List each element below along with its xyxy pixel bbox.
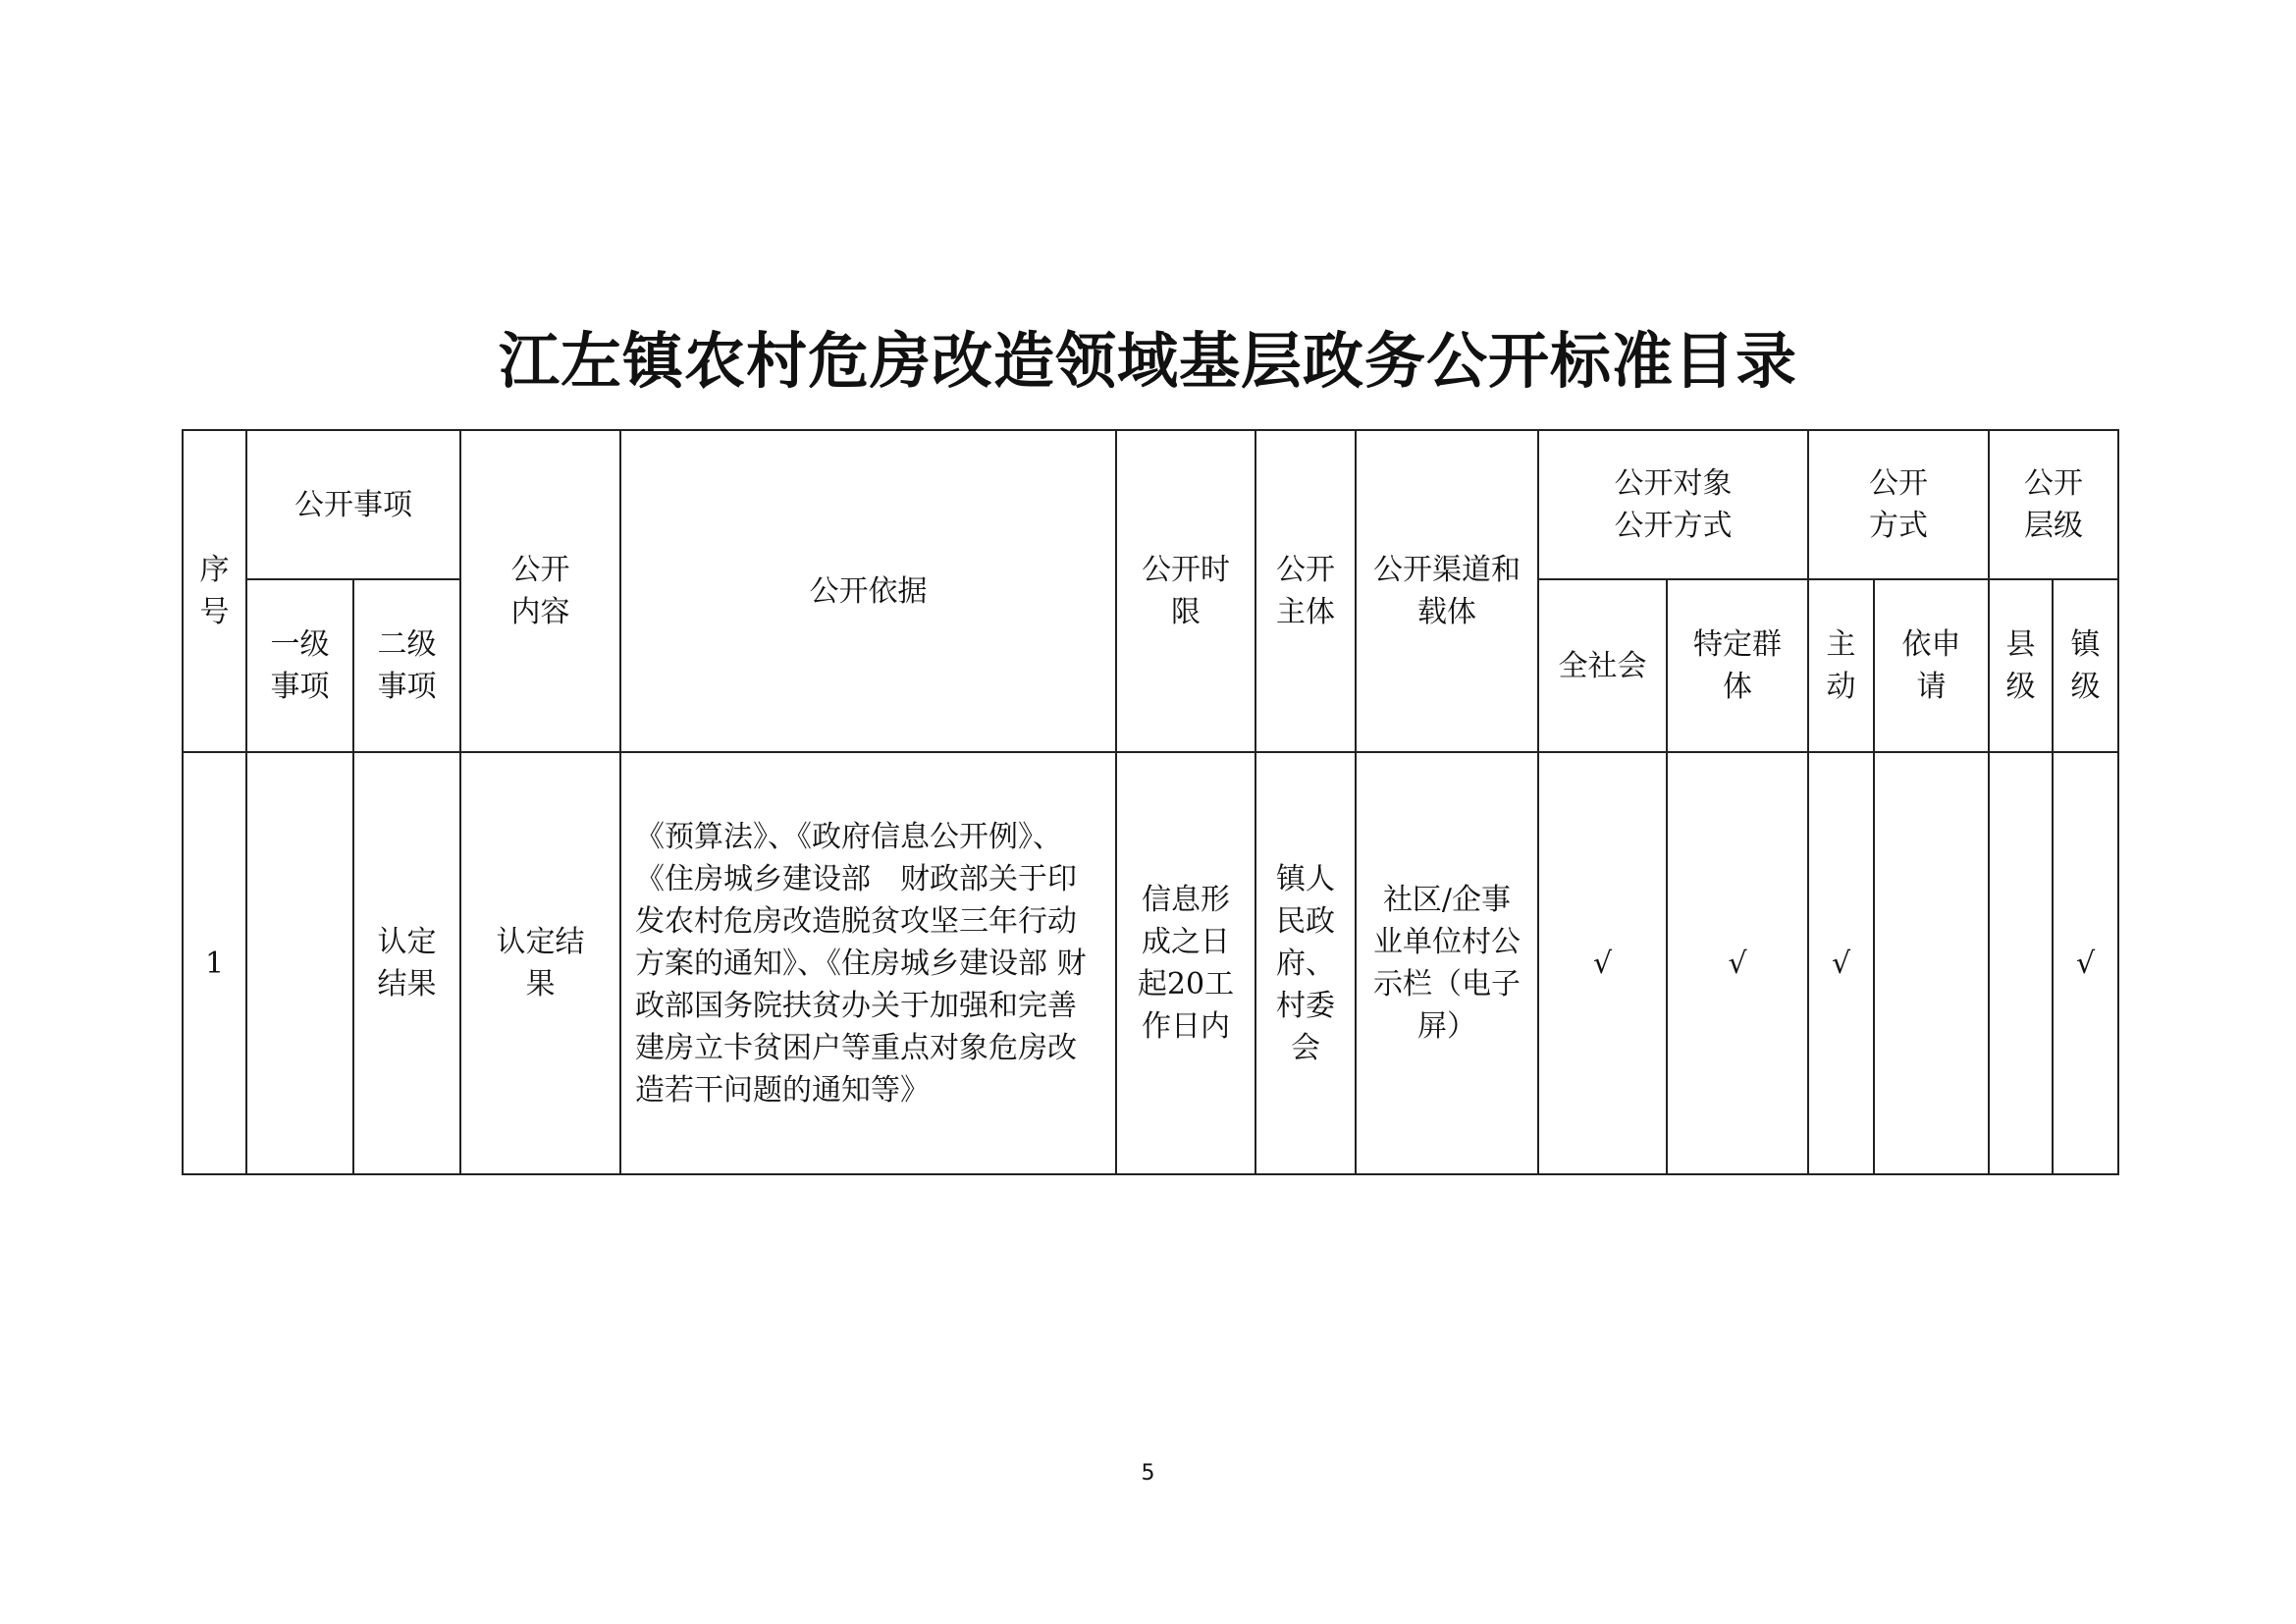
page-number: 5 <box>1141 1461 1155 1486</box>
header-seq: 序号 <box>183 430 246 752</box>
cell-subject: 镇人民政府、村委会 <box>1255 752 1356 1174</box>
header-on-request: 依申请 <box>1874 579 1989 752</box>
cell-basis: 《预算法》、《政府信息公开例》、《住房城乡建设部 财政部关于印发农村危房改造脱贫攻坚三年行动方案的通知》、《住房城乡建设部 财政部国务院扶贫办关于加强和完善建房立卡贫困户等重点对象危房改造若干问题的通知等》 <box>620 752 1116 1174</box>
header-time-limit: 公开时限 <box>1116 430 1255 752</box>
cell-specific-group-check: √ <box>1667 752 1808 1174</box>
header-channel: 公开渠道和载体 <box>1356 430 1538 752</box>
header-town: 镇级 <box>2053 579 2118 752</box>
document-title: 江左镇农村危房改造领域基层政务公开标准目录 <box>498 325 1797 397</box>
header-target-group: 公开对象公开方式 <box>1538 430 1808 579</box>
header-county: 县级 <box>1989 579 2053 752</box>
header-active: 主动 <box>1808 579 1874 752</box>
cell-on-request-check <box>1874 752 1989 1174</box>
cell-whole-society-check: √ <box>1538 752 1667 1174</box>
header-basis: 公开依据 <box>620 430 1116 752</box>
cell-level1 <box>246 752 353 1174</box>
cell-seq: 1 <box>183 752 246 1174</box>
header-mode-group: 公开方式 <box>1808 430 1989 579</box>
cell-channel: 社区/企事业单位村公示栏（电子屏） <box>1356 752 1538 1174</box>
cell-county-check <box>1989 752 2053 1174</box>
catalog-table <box>182 429 2119 1175</box>
header-level1: 一级事项 <box>246 579 353 752</box>
header-row-1 <box>183 430 2118 579</box>
header-subject: 公开主体 <box>1255 430 1356 752</box>
header-matter: 公开事项 <box>246 430 460 579</box>
cell-active-check: √ <box>1808 752 1874 1174</box>
header-level2: 二级事项 <box>353 579 460 752</box>
header-content: 公开内容 <box>460 430 620 752</box>
cell-time-limit: 信息形成之日起20工作日内 <box>1116 752 1255 1174</box>
cell-content: 认定结果 <box>460 752 620 1174</box>
header-whole-society: 全社会 <box>1538 579 1667 752</box>
table-row <box>183 752 2118 1174</box>
cell-town-check: √ <box>2053 752 2118 1174</box>
header-level-group: 公开层级 <box>1989 430 2118 579</box>
cell-level2: 认定结果 <box>353 752 460 1174</box>
header-specific-group: 特定群体 <box>1667 579 1808 752</box>
